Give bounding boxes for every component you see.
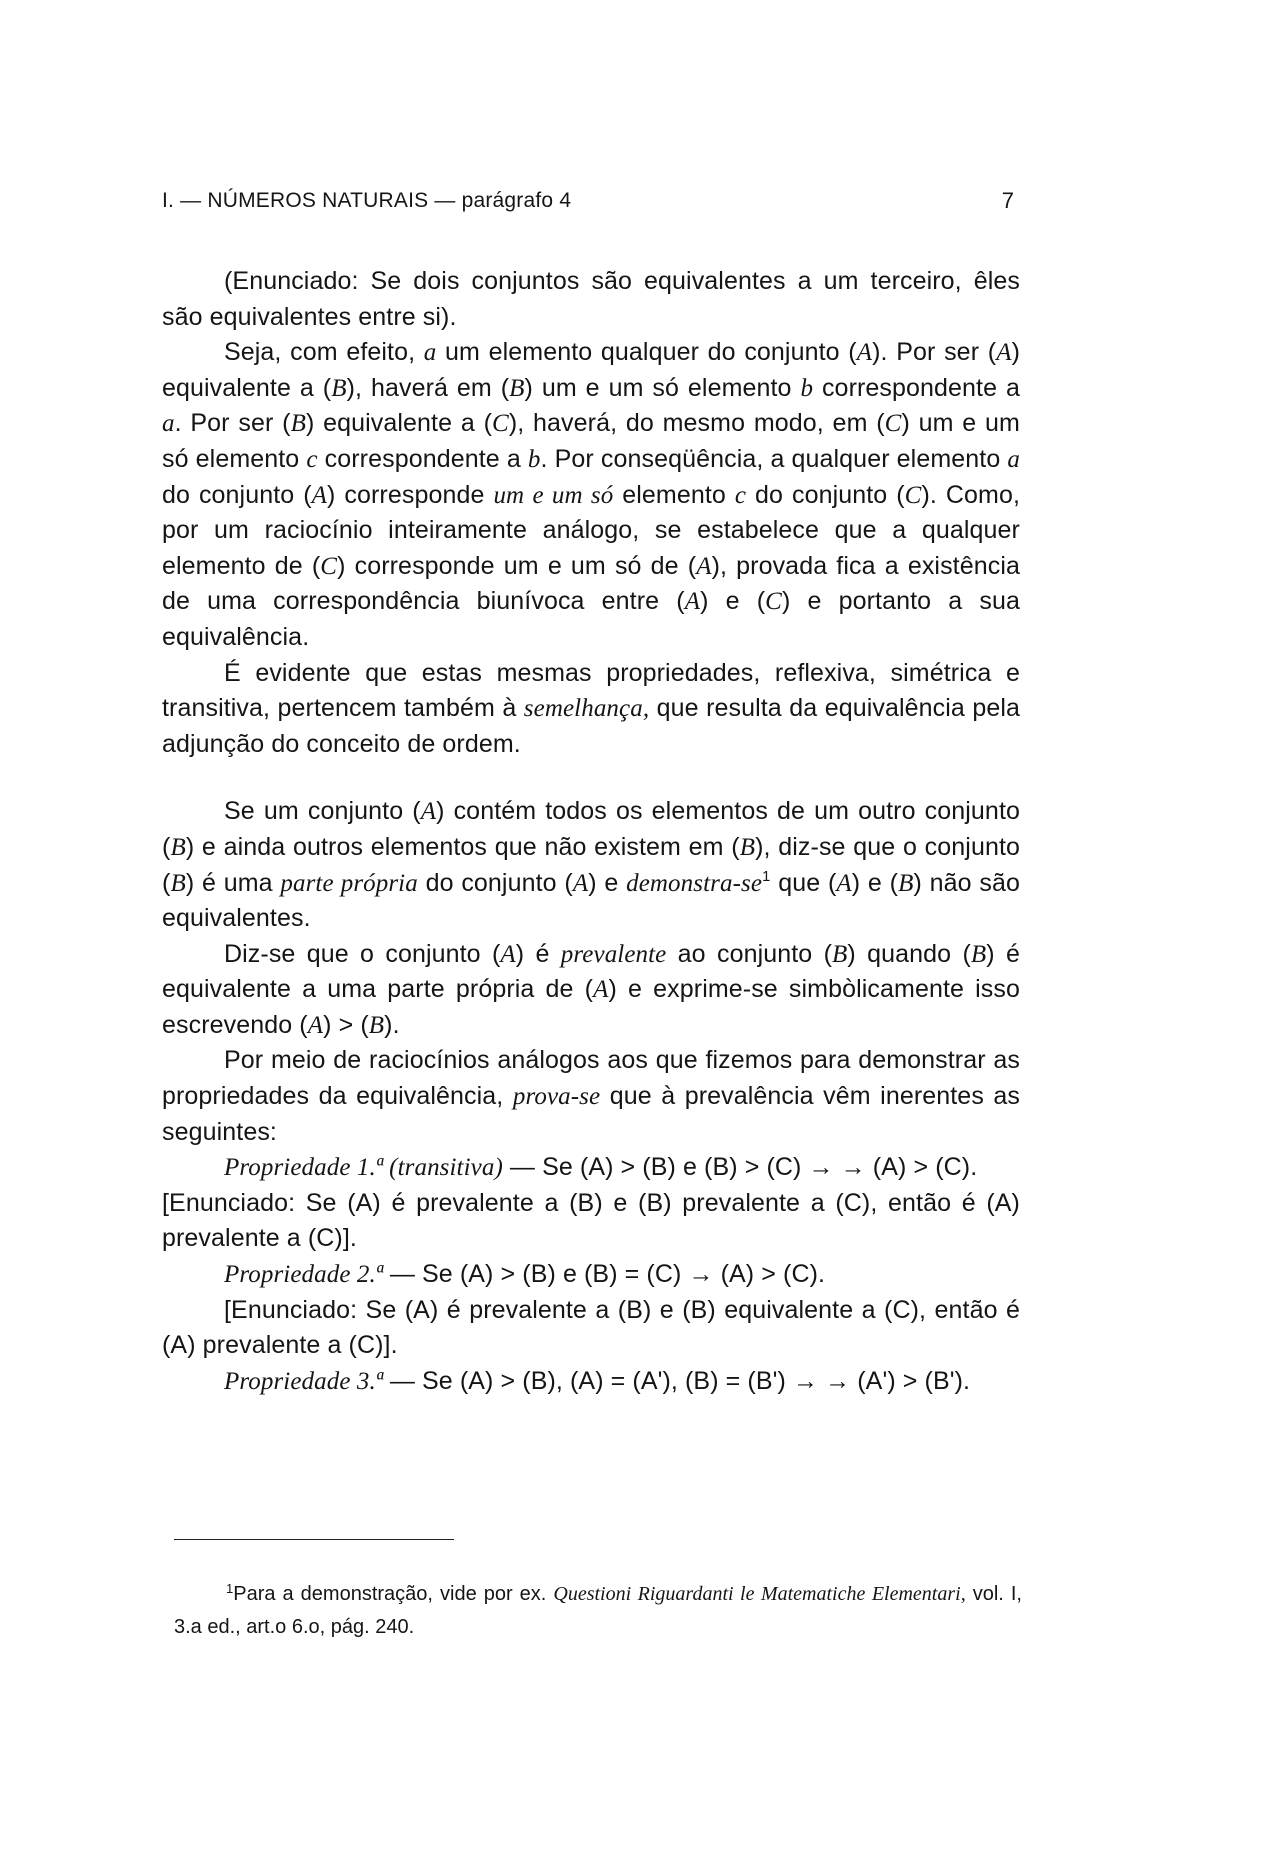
property-2-statement: [Enunciado: Se (A) é prevalente a (B) e (B) equivalente a (C), então é (A) prevalente a (C)]. bbox=[162, 1295, 1020, 1360]
footnote-mark: 1 bbox=[226, 1581, 234, 1596]
property-2-label: Propriedade 2.ª bbox=[224, 1261, 383, 1289]
paragraph-prevalente: Diz-se que o conjunto (A) é prevalente ao conjunto (B) quando (B) é equivalente a uma parte própria de (A) e exprime-se simbòlicamente isso escrevendo (A) > (B). bbox=[162, 939, 1020, 1039]
property-1: Propriedade 1.ª (transitiva) — Se (A) > (B) e (B) > (C) → → (A) > (C). bbox=[224, 1153, 978, 1182]
property-2: Propriedade 2.ª — Se (A) > (B) e (B) = (C) → (A) > (C). bbox=[224, 1260, 826, 1289]
paragraph-semelhanca: É evidente que estas mesmas propriedades, reflexiva, simétrica e transitiva, pertencem também à semelhança, que resulta da equivalência pela adjunção do conceito de ordem. bbox=[162, 658, 1020, 758]
footnote-reference: 1 bbox=[762, 867, 771, 885]
running-header bbox=[162, 186, 1014, 216]
running-title: I. — NÚMEROS NATURAIS — parágrafo 4 bbox=[162, 189, 572, 212]
paragraph-prova-se: Por meio de raciocínios análogos aos que fizemos para demonstrar as propriedades da equivalência, prova-se que à prevalência vêm inerentes as seguintes: bbox=[162, 1046, 1021, 1146]
property-1-statement: [Enunciado: Se (A) é prevalente a (B) e (B) prevalente a (C), então é (A) prevalente a (C)]. bbox=[162, 1188, 1020, 1253]
term-parte-propria: parte própria bbox=[280, 869, 418, 897]
footnote: $^1$Para a demonstração, vide por ex. Questioni Riguardanti le Matematiche Elementari, vol. I, 3.a ed., art.o 6.o, pág. 240. bbox=[174, 1581, 1022, 1638]
property-3-label: Propriedade 3.ª bbox=[224, 1367, 383, 1395]
footnote-citation: Questioni Riguardanti le Matematiche Elementari, bbox=[553, 1583, 966, 1605]
section-gap bbox=[162, 762, 1020, 794]
main-text bbox=[162, 264, 1020, 1399]
property-3: Propriedade 3.ª — Se (A) > (B), (A) = (A'), (B) = (B') → → (A') > (B'). bbox=[224, 1366, 971, 1395]
paragraph-parte-propria: Se um conjunto (A) contém todos os elementos de um outro conjunto (B) e ainda outros elementos que não existem em (B), diz-se que o conjunto (B) é uma parte própria do conjunto (A) e demonstra-$se^1$ que (A) e (B) não são equivalentes. bbox=[162, 797, 1021, 933]
paragraph-proof: Seja, com efeito, a um elemento qualquer do conjunto (A). Por ser (A) equivalente a (B), haverá em (B) um e um só elemento b correspondente a a. Por ser (B) equivalente a (C), haverá, do mesmo modo, em (C) um e um só elemento c correspondente a b. Por conseqüência, a qualquer elemento a do conjunto (A) corresponde um e um só elemento c do conjunto (C). Como, por um raciocínio inteiramente análogo, se estabelece que a qualquer elemento de (C) corresponde um e um só de (A), provada fica a existência de uma correspondência biunívoca entre (A) e (C) e portanto a sua equivalência. bbox=[162, 338, 1021, 651]
property-1-label: Propriedade 1.ª (transitiva) bbox=[224, 1154, 503, 1182]
paragraph-enunciado: (Enunciado: Se dois conjuntos são equivalentes a um terceiro, êles são equivalentes entre si). bbox=[162, 267, 1020, 331]
term-prevalente: prevalente bbox=[560, 940, 667, 968]
footnote-divider bbox=[174, 1539, 454, 1540]
page-number: 7 bbox=[1001, 188, 1014, 213]
